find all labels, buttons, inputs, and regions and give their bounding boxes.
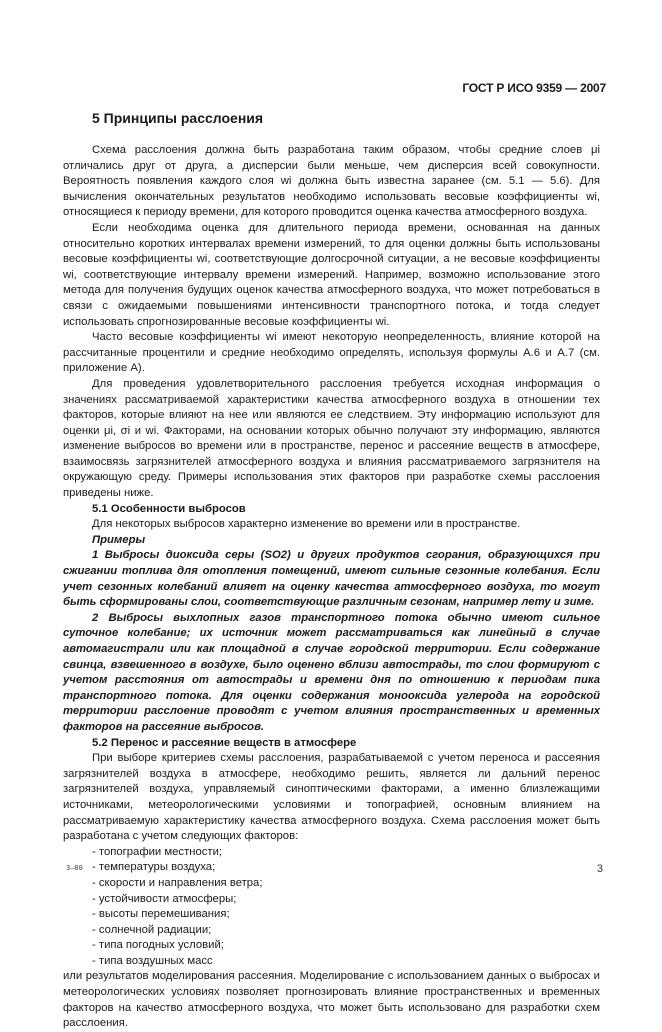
list-item: - скорости и направления ветра; bbox=[92, 876, 263, 889]
page-number: 3 bbox=[596, 863, 603, 875]
list-item: - солнечной радиации; bbox=[92, 923, 212, 936]
example-1: 1 Выбросы диоксида серы (SO2) и других продуктов сгорания, образующихся при сжигании топлива для отопления помещений, имеют сильные сезонные колебания. Если учет сезонных колебаний влияет на оценку качества атмосферного воздуха, то могут быть сформированы слои, соответствующие различным сезонам, например лету и зиме. bbox=[63, 549, 600, 609]
list-item: - температуры воздуха; bbox=[92, 861, 216, 874]
footer-print-code: 3—80 bbox=[66, 864, 83, 872]
subsection-title-5-1: 5.1 Особенности выбросов bbox=[92, 502, 246, 515]
subsection-title-5-2: 5.2 Перенос и рассеяние веществ в атмосфере bbox=[92, 736, 357, 749]
subsection-5-2-conclusion: или результатов моделирования рассеяния. Моделирование с использованием данных о выбросах и метеорологических условиях позволяет прогнозировать влияние пространственных и временных факторов на качество атмосферного воздуха, что может быть использовано для разработки схем расслоения. bbox=[63, 970, 600, 1030]
document-header-standard: ГОСТ Р ИСО 9359 — 2007 bbox=[462, 81, 606, 95]
paragraph-strata-design: Схема расслоения должна быть разработана таким образом, чтобы средние слоев μi отличались друг от друга, а дисперсии были меньше, чем дисперсия всей совокупности. Вероятность появления каждого слоя wi должна быть известна заранее (см. 5.1 — 5.6). Для вычисления окончательных результатов необходимо использовать весовые коэффициенты wi, относящиеся к периоду времени, для которого проводится оценка качества атмосферного воздуха. bbox=[63, 144, 600, 219]
list-item: - устойчивости атмосферы; bbox=[92, 892, 237, 905]
examples-label: Примеры bbox=[92, 533, 146, 546]
example-2: 2 Выбросы выхлопных газов транспортного потока обычно имеют сильное суточное колебание; их источник может рассматриваться как линейный в случае автомагистрали или как площадной в случае городской территории. Если содержание свинца, взвешенного в воздухе, было оценено вблизи автострады, то слои формируют с учетом расстояния от автострады и времени дня по отношению к периодам пика транспортного потока. Для оценки содержания монооксида углерода на городской территории расслоение проводят с учетом влияния пространственных и временных факторов на рассеяние выбросов. bbox=[63, 611, 600, 733]
list-item: - типа воздушных масс bbox=[92, 954, 213, 967]
paragraph-source-info: Для проведения удовлетворительного расслоения требуется исходная информация о значениях рассматриваемой характеристики качества атмосферного воздуха в отношении тех факторов, которые влияют на нее или являются ее следствием. Эту информацию используют для оценки μi, σi и wi. Факторами, на основании которых обычно получают эту информацию, являются изменение выбросов во времени или в пространстве, перенос и рассеяние веществ в атмосфере, взаимосвязь загрязнителей атмосферного воздуха и влияния рассматриваемого загрязнителя на окружающую среду. Примеры использования этих факторов при разработке схемы расслоения приведены ниже. bbox=[63, 377, 600, 500]
paragraph-long-period: Если необходима оценка для длительного периода времени, основанная на данных относительно коротких интервалах времени измерений, то для оценки должны быть использованы весовые коэффициенты wi, соответствующие долгосрочной ситуации, а не весовые коэффициенты wi, соответствующие интервалу времени измерений. Например, возможно использование этого метода для получения будущих оценок качества атмосферного воздуха, что может потребоваться в связи с ожидаемыми повышениями интенсивности транспортного потока, и тогда следует использовать спрогнозированные весовые коэффициенты wi. bbox=[63, 221, 600, 328]
subsection-5-2-intro: При выборе критериев схемы расслоения, разрабатываемой с учетом переноса и рассеяния загрязнителей воздуха в атмосфере, необходимо решить, является ли дальний перенос загрязнителей воздуха, управляемый синоптическими факторами, а именно близлежащими источниками, метеорологическими условиями и топографией, основным влиянием на рассматриваемую характеристику качества атмосферного воздуха. Схема расслоения может быть разработана с учетом следующих факторов: bbox=[63, 752, 600, 843]
list-item: - типа погодных условий; bbox=[92, 939, 224, 952]
section-title: 5 Принципы расслоения bbox=[92, 110, 264, 126]
factors-list bbox=[63, 845, 600, 970]
paragraph-weights-uncertainty: Часто весовые коэффициенты wi имеют некоторую неопределенность, влияние которой на рассчитанные процентили и средние необходимо определять, используя формулы А.6 и А.7 (см. приложение А). bbox=[63, 331, 600, 375]
document-body bbox=[63, 143, 600, 1032]
list-item: - топографии местности; bbox=[92, 845, 223, 858]
subsection-5-1-text: Для некоторых выбросов характерно изменение во времени или в пространстве. bbox=[92, 518, 521, 531]
list-item: - высоты перемешивания; bbox=[92, 908, 230, 921]
